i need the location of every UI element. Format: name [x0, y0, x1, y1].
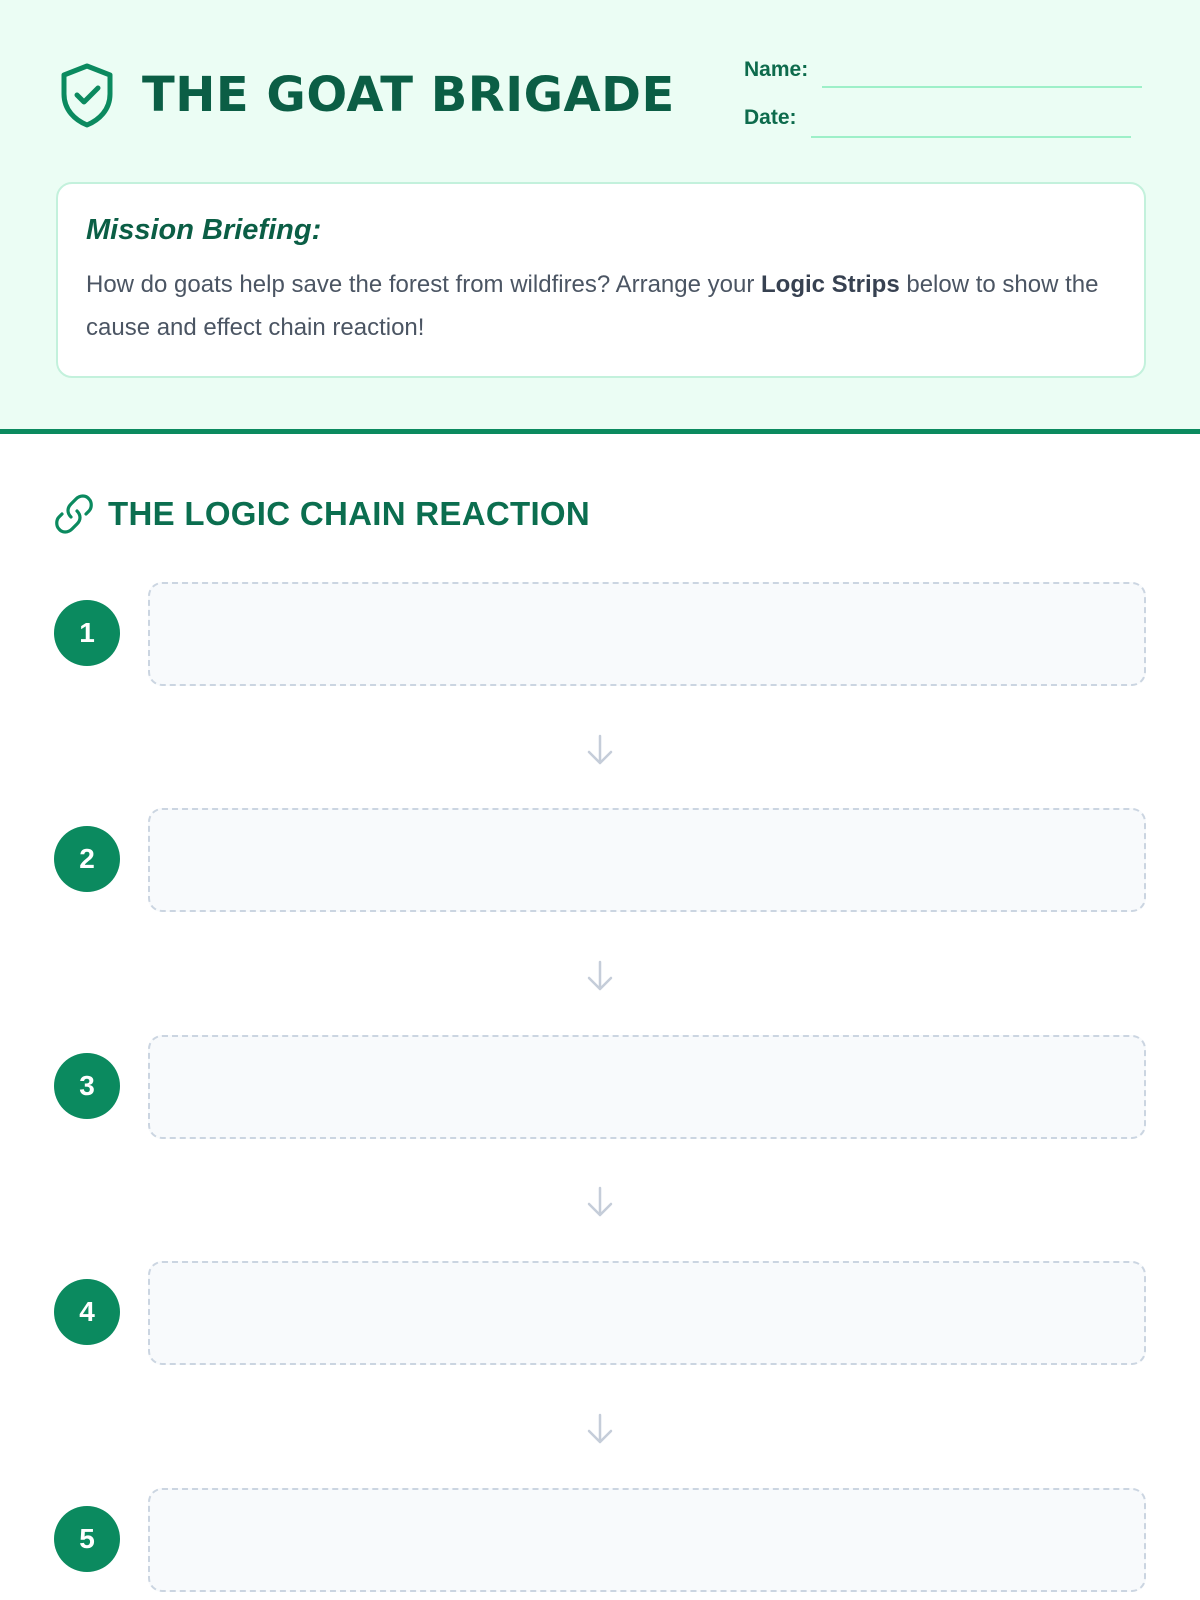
arrow-down-icon: [584, 959, 616, 993]
logic-strip-slot[interactable]: [148, 1035, 1146, 1139]
briefing-text-bold: Logic Strips: [761, 271, 900, 298]
page-title: THE GOAT BRIGADE: [142, 67, 675, 123]
step-number-badge: 3: [54, 1053, 120, 1119]
worksheet-header: [0, 0, 1200, 434]
brand: [60, 62, 675, 128]
briefing-text: [86, 263, 1116, 349]
step-number-badge: 2: [54, 826, 120, 892]
chain-step: [54, 582, 1146, 686]
link-icon: [54, 494, 94, 534]
briefing-text-end: below to show the cause and effect chain reaction!: [86, 271, 1099, 341]
chain-step: [54, 1035, 1146, 1139]
chain-step: [54, 808, 1146, 912]
name-label: Name:: [744, 58, 809, 81]
shield-check-icon: [60, 62, 114, 128]
logic-strip-slot[interactable]: [148, 582, 1146, 686]
logic-strip-slot[interactable]: [148, 1261, 1146, 1365]
date-line[interactable]: [811, 136, 1131, 138]
arrow-down-icon: [584, 1412, 616, 1446]
step-number-badge: 4: [54, 1279, 120, 1345]
name-line[interactable]: [822, 86, 1142, 88]
mission-briefing-card: [56, 182, 1146, 378]
arrow-down-icon: [584, 733, 616, 767]
logic-strip-slot[interactable]: [148, 808, 1146, 912]
step-number-badge: 1: [54, 600, 120, 666]
section-heading: [54, 494, 590, 534]
date-label: Date:: [744, 106, 797, 129]
section-heading-text: THE LOGIC CHAIN REACTION: [108, 495, 591, 532]
chain-step: [54, 1488, 1146, 1592]
briefing-text-start: How do goats help save the forest from wildfires? Arrange your: [86, 271, 761, 298]
logic-strip-slot[interactable]: [148, 1488, 1146, 1592]
name-field[interactable]: [744, 58, 1142, 82]
date-field[interactable]: [744, 106, 1131, 130]
step-number-badge: 5: [54, 1506, 120, 1572]
briefing-title: Mission Briefing:: [86, 214, 322, 246]
chain-step: [54, 1261, 1146, 1365]
arrow-down-icon: [584, 1185, 616, 1219]
